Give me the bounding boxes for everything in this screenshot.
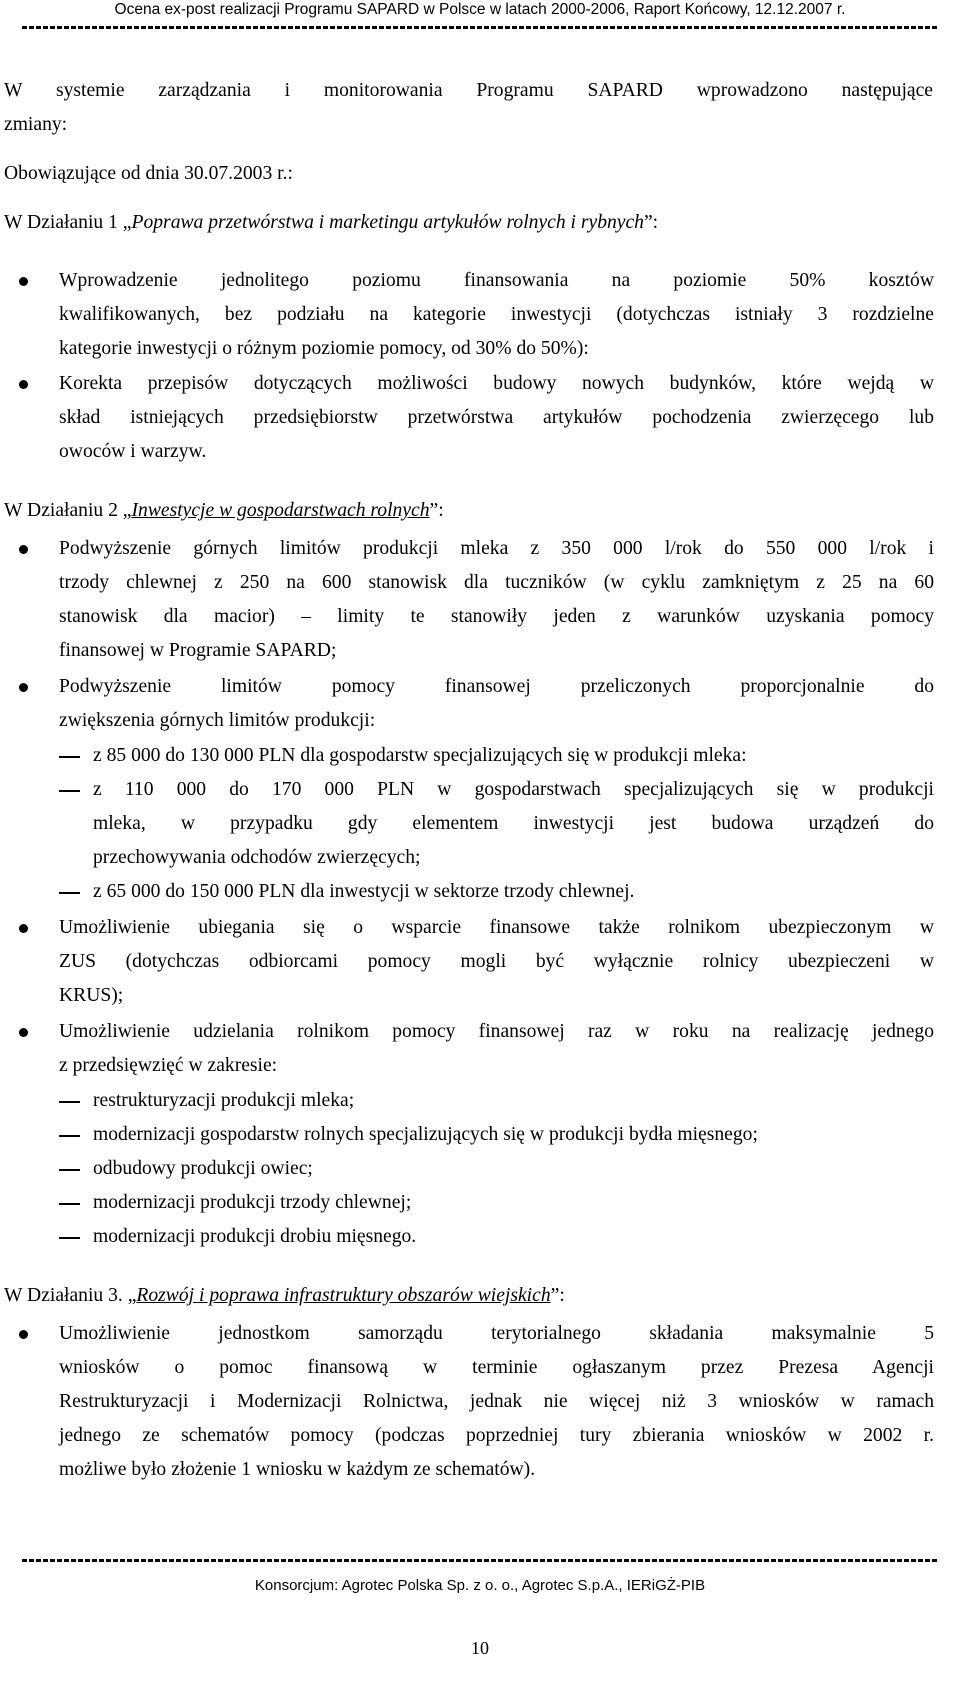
bullet-icon: [19, 545, 28, 554]
header-title: Ocena ex-post realizacji Programu SAPARD w Polsce w latach 2000-2006, Raport Końcowy, 12.12.2007 r.: [114, 1, 846, 18]
s2-b2-dash-1: z 85 000 do 130 000 PLN dla gospodarstw specjalizujących się w produkcji mleka:: [93, 745, 747, 766]
section-3-prefix: W Działaniu 3. „: [4, 1285, 137, 1306]
s1-b2-line-2: skład istniejących przedsiębiorstw przetwórstwa artykułów pochodzenia zwierzęcego lub: [59, 407, 934, 428]
s2-b1-line-2: trzody chlewnej z 250 na 600 stanowisk dla tuczników (w cyklu zamkniętym z 25 na 60: [59, 572, 934, 593]
s2-b4-line-1: Umożliwienie udzielania rolnikom pomocy finansowej raz w roku na realizację jednego: [59, 1021, 934, 1042]
footer-divider: [22, 1559, 937, 1562]
dash-marker: [59, 1169, 80, 1171]
bullet-icon: [19, 1330, 28, 1339]
bullet-icon: [19, 380, 28, 389]
s2-b4-dash-2: modernizacji gospodarstw rolnych specjalizujących się w produkcji bydła mięsnego;: [93, 1124, 758, 1145]
section-3-heading: [4, 1279, 565, 1313]
s2-b3-line-1: Umożliwienie ubiegania się o wsparcie finansowe także rolnikom ubezpieczonym w: [59, 917, 934, 938]
s2-b4-line-2: z przedsięwzięć w zakresie:: [59, 1055, 278, 1076]
s2-b1-line-3: stanowisk dla macior) – limity te stanowiły jeden z warunków uzyskania pomocy: [59, 606, 934, 627]
dash-marker: [59, 892, 80, 894]
s3-b1-line-1: Umożliwienie jednostkom samorządu terytorialnego składania maksymalnie 5: [59, 1323, 934, 1344]
bullet-icon: [19, 277, 28, 286]
section-3-title: Rozwój i poprawa infrastruktury obszarów wiejskich: [136, 1285, 551, 1306]
s1-b1-line-1: Wprowadzenie jednolitego poziomu finansowania na poziomie 50% kosztów: [59, 270, 934, 291]
s2-b1-line-4: finansowej w Programie SAPARD;: [59, 640, 337, 661]
s2-b2-dash-2-line-2: mleka, w przypadku gdy elementem inwestycji jest budowa urządzeń do: [93, 813, 934, 834]
s3-b1-line-5: możliwe było złożenie 1 wniosku w każdym ze schematów).: [59, 1459, 536, 1480]
s2-b4-dash-5: modernizacji produkcji drobiu mięsnego.: [93, 1226, 417, 1247]
s1-b1-line-3: kategorie inwestycji o różnym poziomie pomocy, od 30% do 50%):: [59, 338, 589, 359]
s1-b2-line-1: Korekta przepisów dotyczących możliwości budowy nowych budynków, które wejdą w: [59, 373, 934, 394]
s2-b3-line-3: KRUS);: [59, 985, 124, 1006]
s2-b2-dash-2-line-1: z 110 000 do 170 000 PLN w gospodarstwach specjalizujących się w produkcji: [93, 779, 934, 800]
dash-marker: [59, 1101, 80, 1103]
s3-b1-line-3: Restrukturyzacji i Modernizacji Rolnictwa, jednak nie więcej niż 3 wniosków w ramach: [59, 1391, 934, 1412]
section-1-suffix: ”:: [643, 212, 659, 233]
dash-marker: [59, 1237, 80, 1239]
section-2-heading: [4, 494, 444, 528]
s2-b2-dash-3: z 65 000 do 150 000 PLN dla inwestycji w sektorze trzody chlewnej.: [93, 881, 635, 902]
bullet-icon: [19, 683, 28, 692]
s2-b4-dash-4: modernizacji produkcji trzody chlewnej;: [93, 1192, 412, 1213]
dash-marker: [59, 1135, 80, 1137]
page-number: 10: [471, 1638, 489, 1658]
dash-marker: [59, 790, 80, 792]
s2-b2-line-2: zwiększenia górnych limitów produkcji:: [59, 710, 376, 731]
bullet-icon: [19, 924, 28, 933]
footer-consortium: Konsorcjum: Agrotec Polska Sp. z o. o., Agrotec S.p.A., IERiGŻ-PIB: [254, 1577, 706, 1594]
section-1-prefix: W Działaniu 1 „: [4, 212, 132, 233]
s2-b2-line-1: Podwyższenie limitów pomocy finansowej przeliczonych proporcjonalnie do: [59, 676, 934, 697]
s3-b1-line-4: jednego ze schematów pomocy (podczas poprzedniej tury zbierania wniosków w 2002 r.: [59, 1425, 934, 1446]
dash-marker: [59, 1203, 80, 1205]
section-2-suffix: ”:: [429, 500, 444, 521]
s2-b1-line-1: Podwyższenie górnych limitów produkcji mleka z 350 000 l/rok do 550 000 l/rok i: [59, 538, 934, 559]
section-2-prefix: W Działaniu 2 „: [4, 500, 132, 521]
section-1-heading: [4, 206, 658, 240]
s1-b2-line-3: owoców i warzyw.: [59, 441, 207, 462]
section-2-title: Inwestycje w gospodarstwach rolnych: [131, 500, 430, 521]
section-1-title: Poprawa przetwórstwa i marketingu artykułów rolnych i rybnych: [131, 212, 644, 233]
dash-marker: [59, 756, 80, 758]
s2-b4-dash-1: restrukturyzacji produkcji mleka;: [93, 1090, 355, 1111]
s2-b4-dash-3: odbudowy produkcji owiec;: [93, 1158, 313, 1179]
intro-date: Obowiązujące od dnia 30.07.2003 r.:: [4, 163, 293, 184]
s2-b3-line-2: ZUS (dotychczas odbiorcami pomocy mogli być wyłącznie rolnicy ubezpieczeni w: [59, 951, 934, 972]
s1-b1-line-2: kwalifikowanych, bez podziału na kategorie inwestycji (dotychczas istniały 3 rozdzielne: [59, 304, 934, 325]
section-3-suffix: ”:: [550, 1285, 565, 1306]
s3-b1-line-2: wniosków o pomoc finansową w terminie ogłaszanym przez Prezesa Agencji: [59, 1357, 934, 1378]
intro-line-2: zmiany:: [4, 114, 68, 135]
header-divider: [22, 26, 937, 29]
intro-line-1: W systemie zarządzania i monitorowania Programu SAPARD wprowadzono następujące: [4, 80, 933, 101]
bullet-icon: [19, 1028, 28, 1037]
s2-b2-dash-2-line-3: przechowywania odchodów zwierzęcych;: [93, 847, 421, 868]
